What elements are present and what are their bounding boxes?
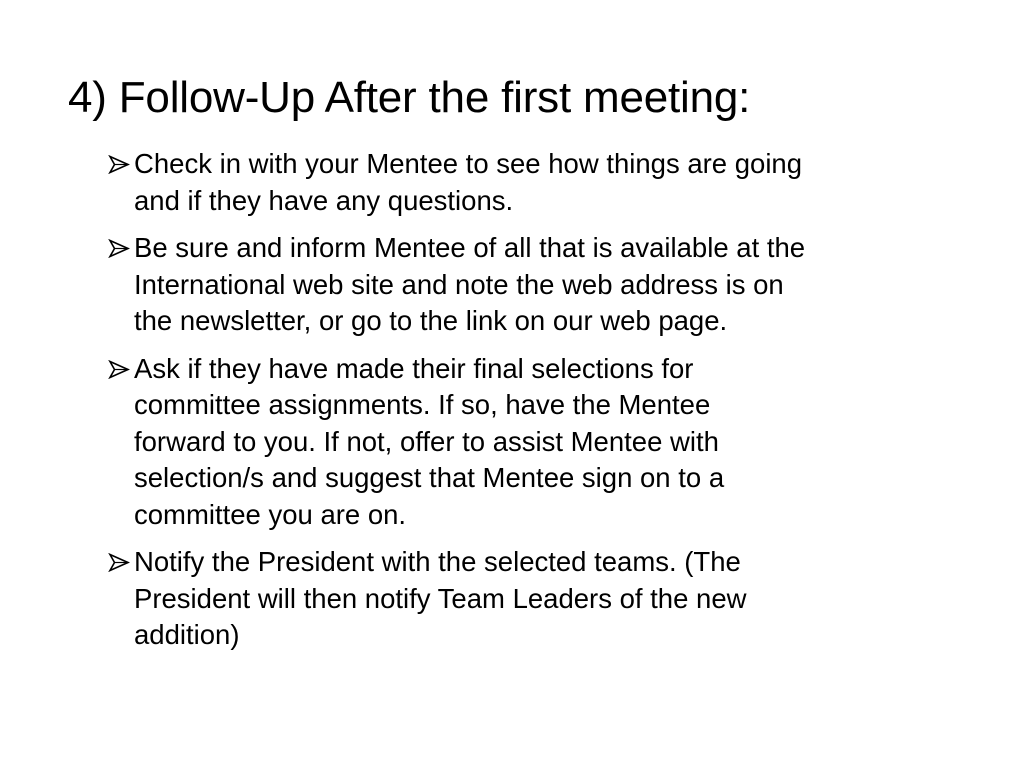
- bullet-line: addition): [134, 619, 240, 650]
- slide-title: 4) Follow-Up After the first meeting:: [68, 73, 751, 122]
- arrowhead-bullet-icon: [108, 230, 134, 266]
- bullet-line: the newsletter, or go to the link on our web page.: [134, 305, 728, 336]
- bullet-list: [108, 146, 988, 654]
- bullet-text: [134, 351, 988, 534]
- bullet-line: committee you are on.: [134, 498, 407, 530]
- bullet-line: selection/s and suggest that Mentee sign on to a: [134, 462, 725, 493]
- bullet-line: forward to you. If not, offer to assist Mentee with: [134, 425, 719, 457]
- bullet-line: President will then notify Team Leaders of the new: [134, 582, 747, 614]
- bullet-line: committee assignments. If so, have the Mentee: [134, 389, 711, 420]
- bullet-line: Notify the President with the selected teams. (The: [134, 546, 741, 577]
- arrowhead-bullet-icon: [108, 544, 134, 580]
- bullet-item: [108, 146, 988, 219]
- bullet-item: [108, 544, 988, 654]
- arrowhead-bullet-icon: [108, 146, 134, 182]
- bullet-item: [108, 351, 988, 534]
- bullet-line: Check in with your Mentee to see how things are going: [134, 148, 803, 179]
- bullet-text: [134, 544, 988, 654]
- bullet-text: [134, 230, 988, 340]
- bullet-item: [108, 230, 988, 340]
- arrowhead-bullet-icon: [108, 351, 134, 387]
- bullet-text: [134, 146, 988, 219]
- bullet-line: International web site and note the web address is on: [134, 268, 784, 300]
- bullet-line: Be sure and inform Mentee of all that is available at the: [134, 232, 806, 263]
- bullet-line: and if they have any questions.: [134, 184, 514, 216]
- bullet-line: Ask if they have made their final selections for: [134, 352, 694, 384]
